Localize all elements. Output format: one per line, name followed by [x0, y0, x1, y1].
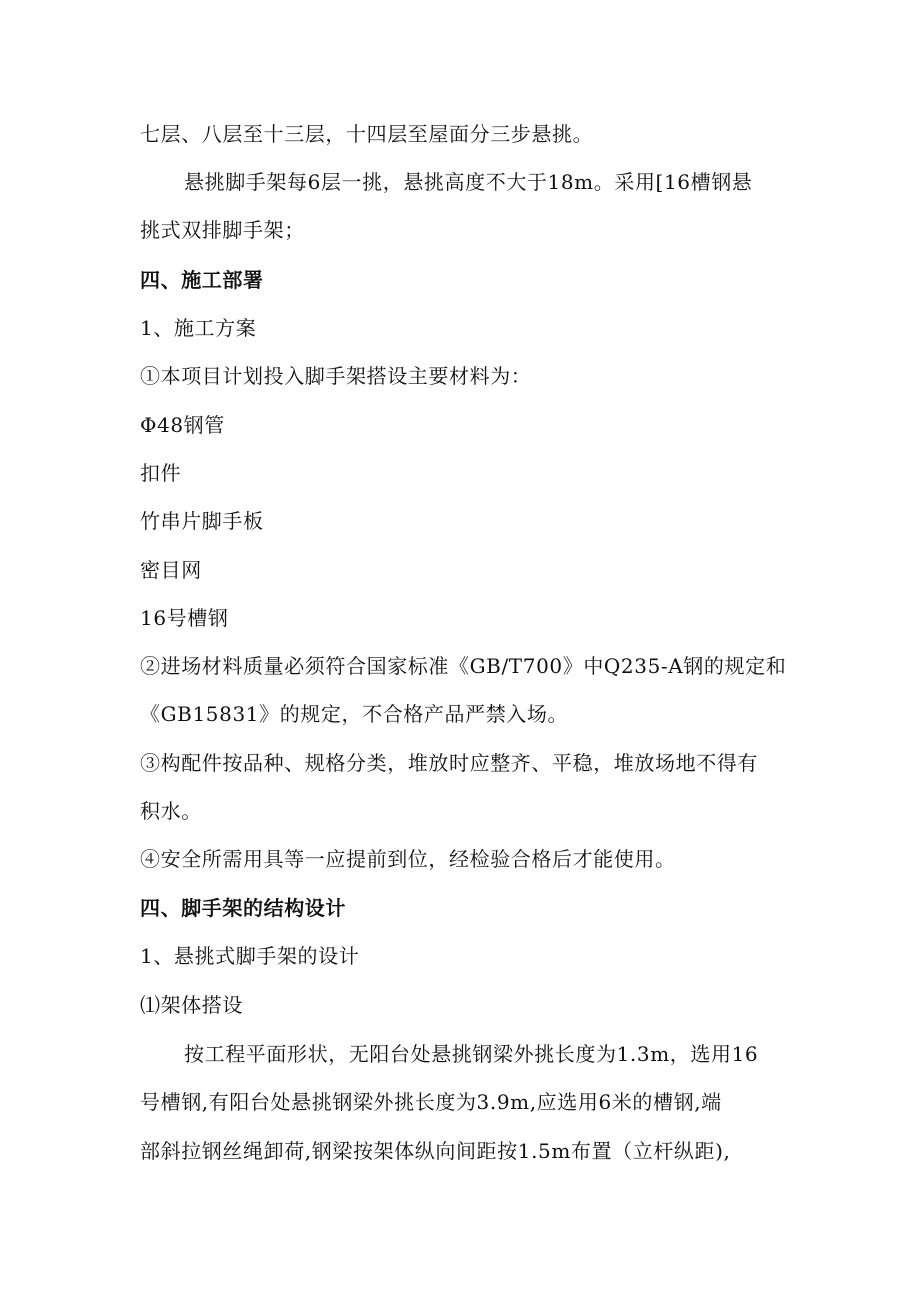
material-item: 竹串片脚手板	[140, 509, 264, 533]
list-item: ②进场材料质量必须符合国家标准《GB/T700》中Q235-A钢的规定和	[140, 654, 787, 678]
subsection-heading: 1、悬挑式脚手架的设计	[140, 944, 360, 968]
paragraph-line: 号槽钢,有阳台处悬挑钢梁外挑长度为3.9m,应选用6米的槽钢,端	[140, 1090, 722, 1114]
subsection-heading: ⑴架体搭设	[140, 993, 243, 1017]
material-item: 16号槽钢	[140, 606, 229, 630]
material-item: 密目网	[140, 558, 202, 582]
paragraph-line: 挑式双排脚手架；	[140, 218, 305, 242]
list-item: ③构配件按品种、规格分类，堆放时应整齐、平稳，堆放场地不得有	[140, 751, 758, 775]
paragraph-line: 《GB15831》的规定，不合格产品严禁入场。	[140, 702, 569, 726]
paragraph-line: 积水。	[140, 799, 202, 823]
material-item: 扣件	[140, 461, 182, 485]
list-item: ①本项目计划投入脚手架搭设主要材料为：	[140, 364, 532, 388]
material-item: Φ48钢管	[140, 413, 225, 437]
paragraph-line: 部斜拉钢丝绳卸荷,钢梁按架体纵向间距按1.5m布置（立杆纵距),	[140, 1139, 731, 1163]
section-heading: 四、脚手架的结构设计	[140, 896, 346, 920]
list-item: ④安全所需用具等一应提前到位，经检验合格后才能使用。	[140, 847, 676, 871]
section-heading: 四、施工部署	[140, 268, 264, 292]
paragraph-line: 悬挑脚手架每6层一挑，悬挑高度不大于18m。采用[16槽钢悬	[184, 170, 753, 194]
subsection-heading: 1、施工方案	[140, 316, 257, 340]
paragraph-line: 按工程平面形状，无阳台处悬挑钢梁外挑长度为1.3m，选用16	[184, 1042, 759, 1066]
paragraph-line: 七层、八层至十三层，十四层至屋面分三步悬挑。	[140, 122, 594, 146]
